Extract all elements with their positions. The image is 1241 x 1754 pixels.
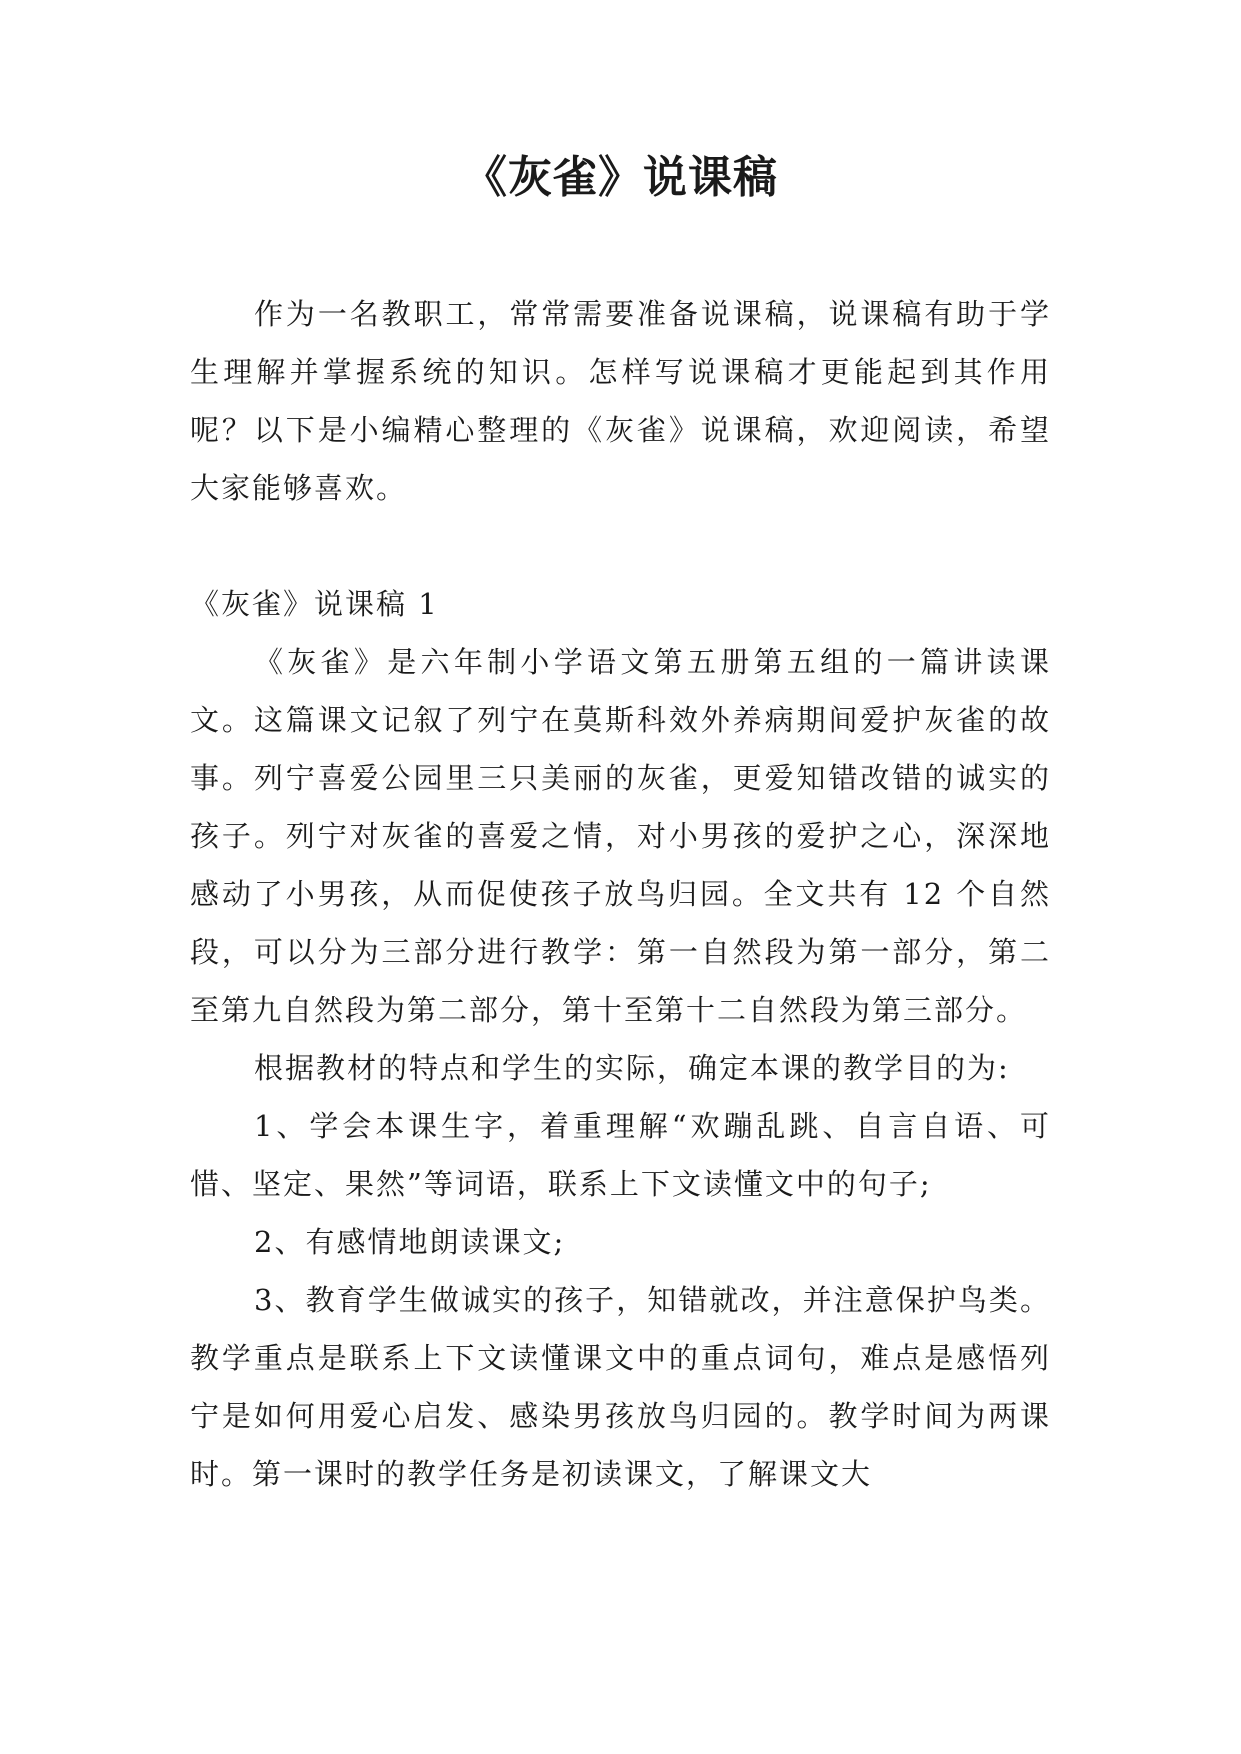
document-body (190, 285, 1051, 1503)
objective-item: 3、教育学生做诚实的孩子，知错就改，并注意保护鸟类。教学重点是联系上下文读懂课文中的重点词句，难点是感悟列宁是如何用爱心启发、感染男孩放鸟归园的。教学时间为两课时。第一课时的教学任务是初读课文，了解课文大 (190, 1283, 1051, 1491)
body-paragraph: 根据教材的特点和学生的实际，确定本课的教学目的为: (254, 1051, 1010, 1085)
section-heading: 《灰雀》说课稿 1 (190, 587, 439, 621)
objective-item: 1、学会本课生字，着重理解“欢蹦乱跳、自言自语、可惜、坚定、果然”等词语，联系上下文读懂文中的句子; (190, 1109, 1051, 1201)
document-title: 《灰雀》说课稿 (463, 152, 778, 203)
intro-paragraph: 作为一名教职工，常常需要准备说课稿，说课稿有助于学生理解并掌握系统的知识。怎样写说课稿才更能起到其作用呢？以下是小编精心整理的《灰雀》说课稿，欢迎阅读，希望大家能够喜欢。 (190, 297, 1051, 505)
body-paragraph: 《灰雀》是六年制小学语文第五册第五组的一篇讲读课文。这篇课文记叙了列宁在莫斯科效外养病期间爱护灰雀的故事。列宁喜爱公园里三只美丽的灰雀，更爱知错改错的诚实的孩子。列宁对灰雀的喜爱之情，对小男孩的爱护之心，深深地感动了小男孩，从而促使孩子放鸟归园。全文共有 12 个自然段，可以分为三部分进行教学：第一自然段为第一部分，第二至第九自然段为第二部分，第十至第十二自然段为第三部分。 (190, 645, 1051, 1027)
objective-item: 2、有感情地朗读课文; (254, 1225, 566, 1259)
